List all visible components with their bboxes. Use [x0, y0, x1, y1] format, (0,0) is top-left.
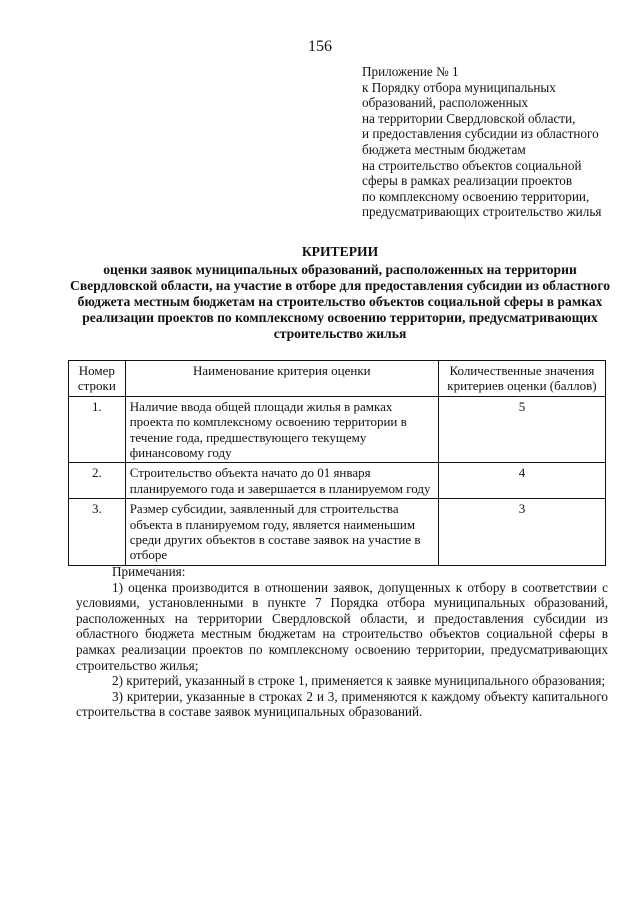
- criteria-heading: [60, 244, 620, 342]
- header-score: Количественные значения критериев оценки (баллов): [438, 361, 605, 397]
- note-item: 1) оценка производится в отношении заявок, допущенных к отбору в соответствии с условиями, установленными в пункте 7 Порядка отбора муниципальных образований, расположенных на территории Свердловской области, и предоставления субсидии из областного бюджета местным бюджетам на строительство объектов социальной сферы в рамках реализации проектов по комплексному освоению территории, предусматривающих строительство жилья;: [76, 579, 608, 673]
- row-name: Размер субсидии, заявленный для строительства объекта в планируемом году, является наименьшим среди других объектов в составе заявок на участие в отборе: [125, 499, 438, 566]
- notes-block: [76, 564, 608, 720]
- appendix-block: [362, 64, 622, 220]
- appendix-line: Приложение № 1: [362, 64, 459, 79]
- appendix-line: образований, расположенных: [362, 95, 529, 111]
- heading-subtitle: оценки заявок муниципальных образований, расположенных на территории Свердловской области, на участие в отборе для предоставления субсидии из областного бюджета местным бюджетам на строительство объектов социальной сферы в рамках реализации проектов по комплексному освоению территории, предусматривающих строительство жилья: [70, 262, 610, 341]
- row-num: 2.: [69, 463, 126, 499]
- appendix-line: на строительство объектов социальной: [362, 157, 582, 173]
- header-num: Номер строки: [69, 361, 126, 397]
- note-item: 3) критерии, указанные в строках 2 и 3, применяются к каждому объекту капитального строительства в составе заявок муниципальных образований.: [76, 688, 608, 720]
- table-header-row: [69, 361, 606, 397]
- notes-title: Примечания:: [112, 564, 186, 579]
- page-number: 156: [308, 38, 332, 55]
- appendix-line: предусматривающих строительство жилья: [362, 204, 602, 220]
- row-num: 3.: [69, 499, 126, 566]
- appendix-line: по комплексному освоению территории,: [362, 188, 590, 204]
- appendix-line: к Порядку отбора муниципальных: [362, 79, 556, 95]
- note-item: 2) критерий, указанный в строке 1, применяется к заявке муниципального образования;: [112, 673, 606, 689]
- appendix-line: на территории Свердловской области,: [362, 110, 576, 126]
- row-name: Строительство объекта начато до 01 января планируемого года и завершается в планируемом году: [125, 463, 438, 499]
- appendix-line: и предоставления субсидии из областного: [362, 126, 599, 142]
- header-name: Наименование критерия оценки: [125, 361, 438, 397]
- criteria-table: [68, 360, 606, 566]
- table-row: [69, 499, 606, 566]
- row-score: 4: [438, 463, 605, 499]
- row-score: 5: [438, 396, 605, 463]
- row-num: 1.: [69, 396, 126, 463]
- table-row: [69, 396, 606, 463]
- appendix-line: сферы в рамках реализации проектов: [362, 173, 573, 189]
- row-name: Наличие ввода общей площади жилья в рамках проекта по комплексному освоению территории в течение года, предшествующего текущему финансовому году: [125, 396, 438, 463]
- heading-title: КРИТЕРИИ: [301, 244, 379, 259]
- table-row: [69, 463, 606, 499]
- appendix-line: бюджета местным бюджетам: [362, 141, 526, 157]
- row-score: 3: [438, 499, 605, 566]
